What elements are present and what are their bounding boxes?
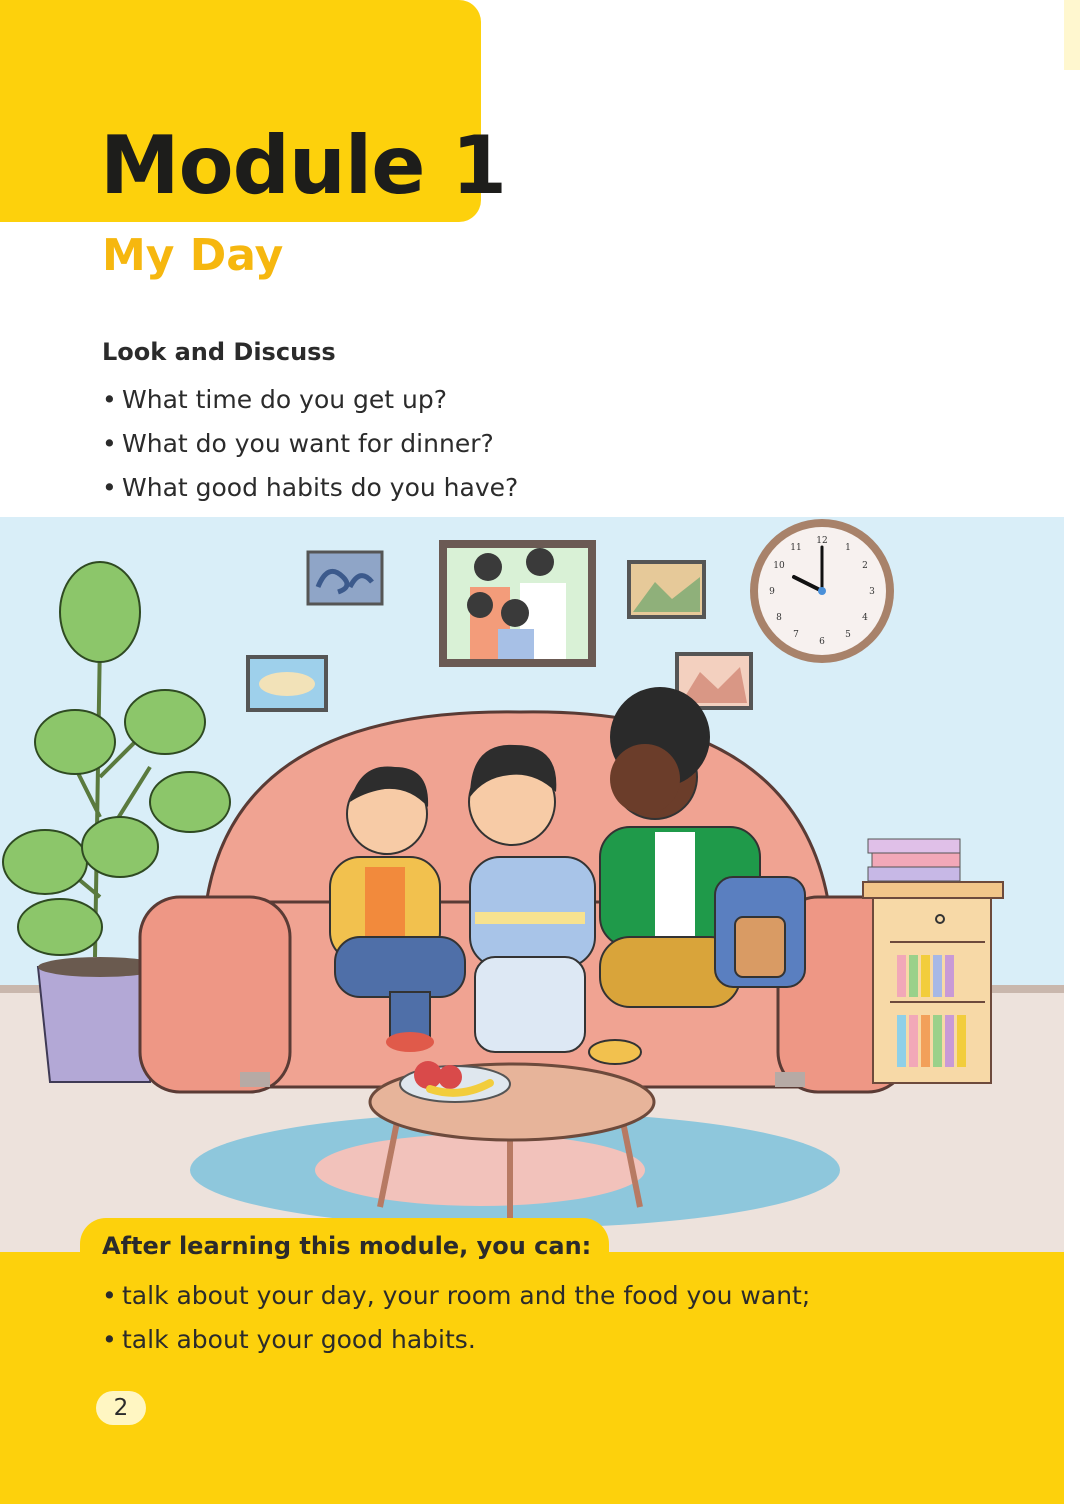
picture-frame-abstract [308,552,382,604]
goal-text: talk about your day, your room and the food you want; [122,1281,811,1310]
bullet-dot: • [102,429,117,458]
discussion-question [102,378,518,422]
living-room-illustration [0,517,1064,1252]
look-and-discuss-heading: Look and Discuss [102,338,336,366]
module-title: Module 1 [100,119,506,212]
landscape-frame-top [629,562,704,617]
clock-number: 3 [869,587,875,597]
discussion-question [102,466,518,510]
clock-number: 11 [790,543,802,553]
bullet-dot: • [102,473,117,502]
family-photo-frame [439,540,596,667]
page-number: 2 [96,1391,146,1425]
bullet-dot: • [102,1281,117,1310]
clock-number: 12 [816,536,828,546]
question-text: What do you want for dinner? [122,429,494,458]
goals-list [102,1274,810,1362]
goal-text: talk about your good habits. [122,1325,476,1354]
goal-item [102,1274,810,1318]
bullet-dot: • [102,385,117,414]
clock-number: 9 [769,587,775,597]
clock-number: 7 [793,630,799,640]
question-text: What good habits do you have? [122,473,519,502]
rug-inner-oval [315,1134,645,1206]
discussion-question [102,422,518,466]
clock-number: 1 [845,543,851,553]
school-backpack [715,877,805,987]
goals-heading: After learning this module, you can: [102,1232,592,1260]
goal-item [102,1318,810,1362]
question-text: What time do you get up? [122,385,448,414]
wall-clock [750,519,894,663]
discussion-question-list [102,378,518,510]
clock-number: 2 [862,561,868,571]
clock-number: 10 [773,561,785,571]
module-subtitle: My Day [102,230,284,281]
clock-number: 5 [845,630,851,640]
page-edge-strip [1064,0,1080,70]
clock-number: 4 [862,613,868,623]
bullet-dot: • [102,1325,117,1354]
clock-number: 6 [819,637,825,647]
landscape-frame-left [248,657,326,710]
clock-number: 8 [776,613,782,623]
